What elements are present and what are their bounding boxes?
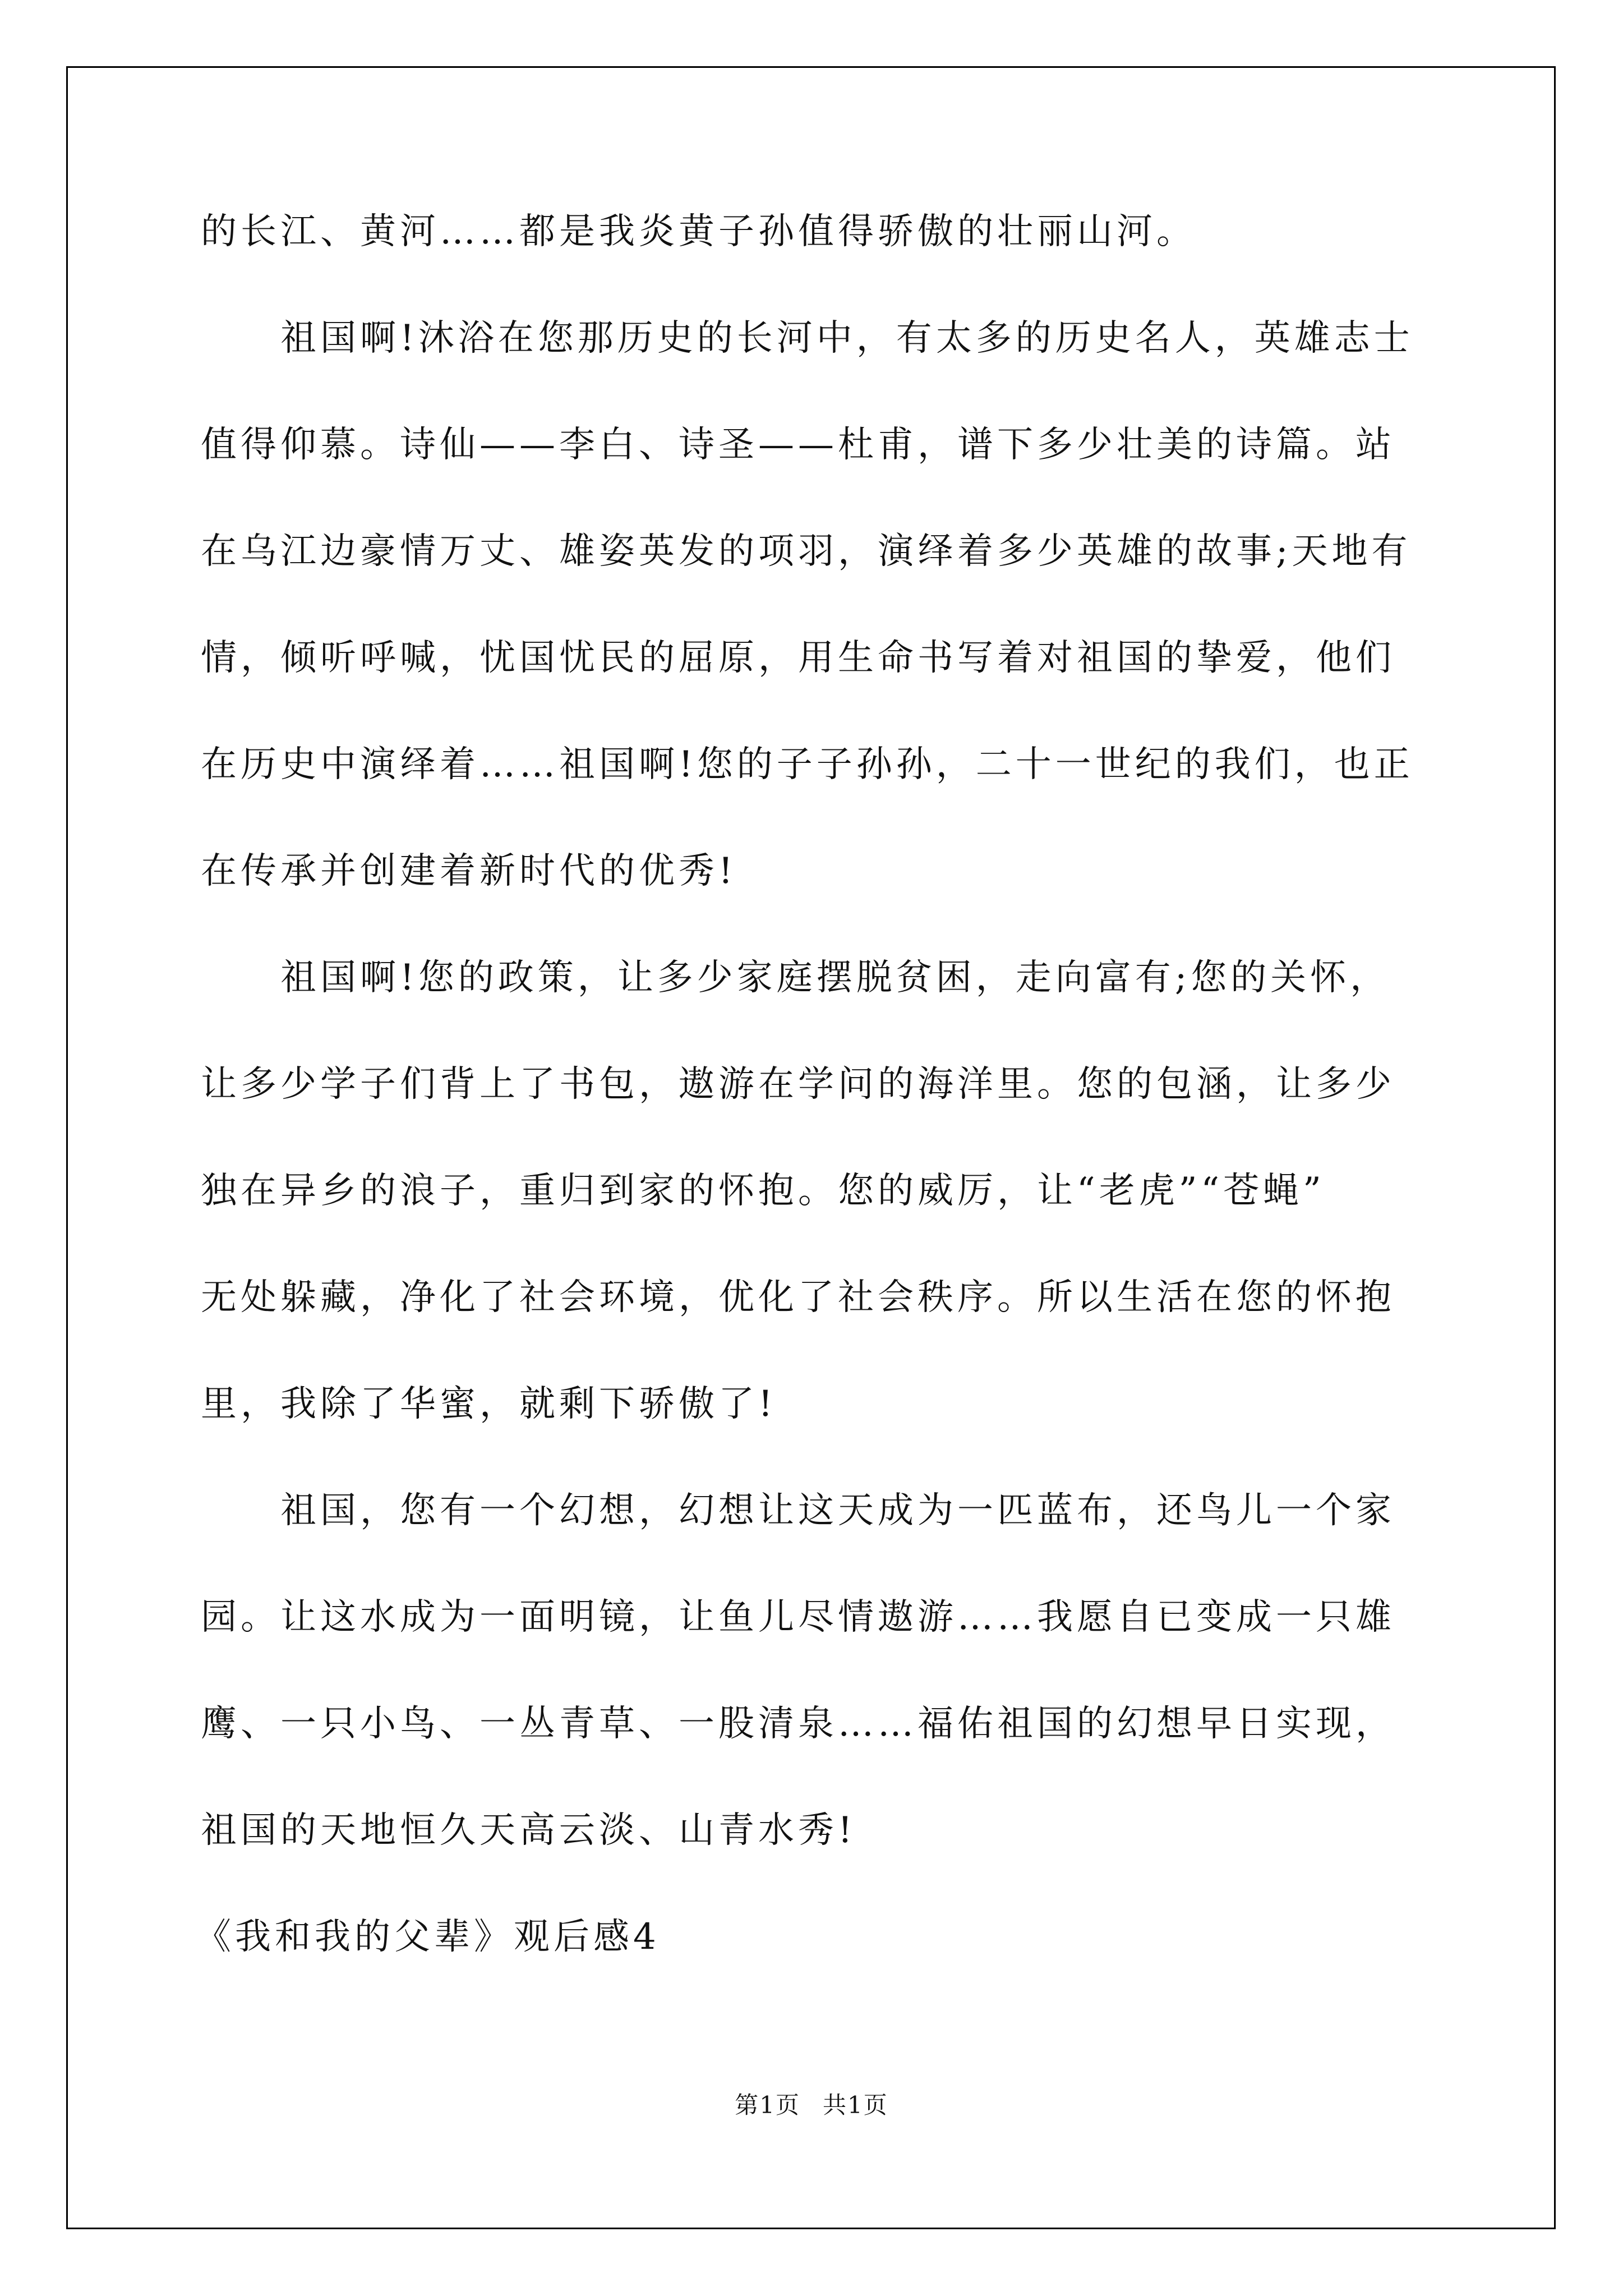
page-border: [66, 66, 1556, 2229]
paragraph-line: 值得仰慕。诗仙——李白、诗圣——杜甫，谱下多少壮美的诗篇。站: [201, 424, 1395, 466]
paragraph-line: 在传承并创建着新时代的优秀!: [201, 850, 737, 892]
paragraph-line: 里，我除了华蜜，就剩下骄傲了!: [201, 1383, 777, 1425]
paragraph-line: 祖国的天地恒久天高云淡、山青水秀!: [201, 1810, 856, 1851]
paragraph-line: 在历史中演绎着……祖国啊!您的子子孙孙，二十一世纪的我们，也正: [201, 744, 1414, 785]
page-total: 共1页: [823, 2091, 888, 2119]
paragraph-line: 在乌江边豪情万丈、雄姿英发的项羽，演绎着多少英雄的故事;天地有: [201, 531, 1412, 572]
section-heading: 《我和我的父辈》观后感4: [195, 1916, 660, 1958]
paragraph-line: 情，倾听呼喊，忧国忧民的屈原，用生命书写着对祖国的挚爱，他们: [201, 637, 1395, 679]
paragraph-line: 祖国啊!您的政策，让多少家庭摆脱贫困，走向富有;您的关怀，: [201, 957, 1390, 999]
paragraph-line: 祖国，您有一个幻想，幻想让这天成为一匹蓝布，还鸟儿一个家: [201, 1490, 1395, 1531]
paragraph-line: 祖国啊!沐浴在您那历史的长河中，有太多的历史名人，英雄志士: [201, 318, 1414, 359]
page-footer: [0, 2087, 1623, 2120]
paragraph-line: 让多少学子们背上了书包，遨游在学问的海洋里。您的包涵，让多少: [201, 1064, 1395, 1105]
paragraph-line: 鹰、一只小鸟、一丛青草、一股清泉……福佑祖国的幻想早日实现，: [201, 1703, 1395, 1745]
paragraph-line: 无处躲藏，净化了社会环境，优化了社会秩序。所以生活在您的怀抱: [201, 1277, 1395, 1318]
paragraph-line: 园。让这水成为一面明镜，让鱼儿尽情遨游……我愿自已变成一只雄: [201, 1596, 1395, 1638]
paragraph-line: 独在异乡的浪子，重归到家的怀抱。您的威厉，让“老虎”“苍蝇”: [201, 1170, 1325, 1212]
page-number: 第1页: [735, 2091, 800, 2119]
paragraph-line: 的长江、黄河……都是我炎黄子孙值得骄傲的壮丽山河。: [201, 211, 1196, 252]
